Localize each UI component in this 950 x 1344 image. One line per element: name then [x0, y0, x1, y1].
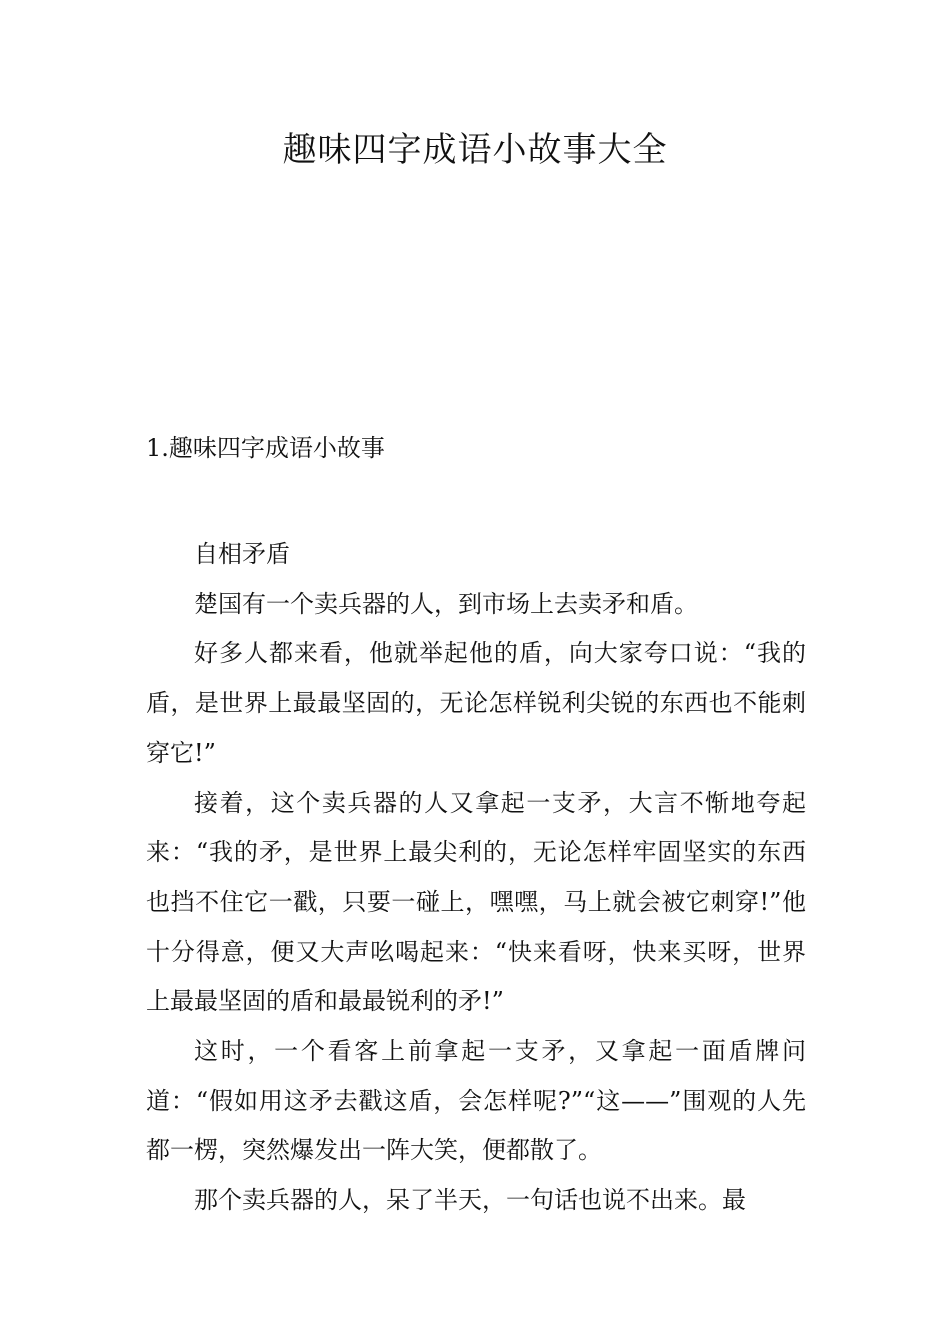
document-title: 趣味四字成语小故事大全 — [282, 130, 668, 170]
body-paragraph: 接着，这个卖兵器的人又拿起一支矛，大言不惭地夸起来：“我的矛，是世界上最尖利的，无论怎样牢固坚实的东西也挡不住它一戳，只要一碰上，嘿嘿，马上就会被它刺穿!”他十分得意，便又大声吆喝起来：“快来看呀，快来买呀，世界上最最坚固的盾和最最锐利的矛!” — [146, 788, 806, 1016]
body-paragraph: 楚国有一个卖兵器的人，到市场上去卖矛和盾。 — [194, 589, 698, 618]
body-paragraph: 好多人都来看，他就举起他的盾，向大家夸口说：“我的盾，是世界上最最坚固的，无论怎样锐利尖锐的东西也不能刺穿它!” — [146, 639, 806, 767]
body-paragraph: 这时，一个看客上前拿起一支矛，又拿起一面盾牌问道：“假如用这矛去戳这盾，会怎样呢?”“这——”围观的人先都一楞，突然爆发出一阵大笑，便都散了。 — [146, 1037, 806, 1165]
story-body — [146, 530, 806, 1226]
story-title-paragraph: 自相矛盾 — [194, 540, 290, 568]
section-heading: 1.趣味四字成语小故事 — [146, 434, 385, 462]
body-paragraph: 那个卖兵器的人，呆了半天，一句话也说不出来。最 — [194, 1186, 746, 1215]
